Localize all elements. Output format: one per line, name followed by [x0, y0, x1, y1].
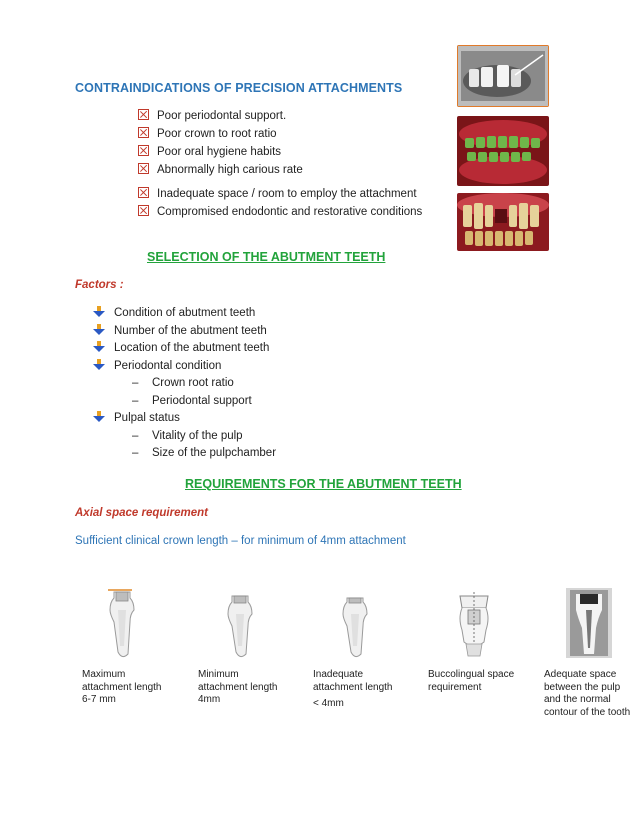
figure-caption-buccolingual: Buccolingual space requirement [428, 669, 515, 693]
factors-list [92, 307, 276, 465]
figure-caption-max: Maximum attachment length 6-7 mm [82, 669, 162, 705]
x-box-icon [138, 127, 149, 138]
arrow-down-icon [92, 324, 106, 336]
list-item: Compromised endodontic and restorative conditions [138, 206, 422, 224]
list-item: Poor periodontal support. [138, 110, 422, 128]
arrow-down-icon [92, 341, 106, 353]
tooth-figure-min [222, 590, 262, 660]
requirements-title: REQUIREMENTS FOR THE ABUTMENT TEETH [185, 477, 462, 491]
clinical-photo-caries [457, 193, 549, 251]
list-item: Pulpal status [92, 412, 276, 430]
arrow-down-icon [92, 306, 106, 318]
sub-list-item: – Crown root ratio [132, 377, 234, 389]
x-box-icon [138, 187, 149, 198]
figure-caption-inadequate: Inadequate attachment length < 4mm [313, 669, 393, 709]
sub-list-item: – Vitality of the pulp [132, 429, 243, 442]
list-item: Periodontal condition [92, 360, 276, 378]
tooth-figure-inadequate [337, 590, 377, 660]
x-box-icon [138, 145, 149, 156]
clinical-photo-attachment [457, 45, 549, 107]
list-item: Poor oral hygiene habits [138, 146, 422, 164]
sub-list-item: – Periodontal support [132, 394, 252, 407]
x-box-icon [138, 163, 149, 174]
x-box-icon [138, 205, 149, 216]
tooth-xray-figure [566, 588, 612, 658]
list-item: Abnormally high carious rate [138, 164, 422, 188]
sub-list-item: – Size of the pulpchamber [132, 447, 277, 459]
arrow-down-icon [92, 411, 106, 423]
tooth-figure-max [100, 588, 150, 660]
list-item: Poor crown to root ratio [138, 128, 422, 146]
clinical-photo-oral-hygiene [457, 116, 549, 186]
x-box-icon [138, 109, 149, 120]
factors-label: Factors : [75, 279, 124, 291]
axial-space-text: Sufficient clinical crown length – for minimum of 4mm attachment [75, 535, 406, 547]
axial-space-label: Axial space requirement [75, 507, 208, 519]
figure-caption-xray: Adequate space between the pulp and the normal contour of the tooth [544, 669, 631, 718]
contraindications-list [138, 110, 422, 224]
contraindications-title: CONTRAINDICATIONS OF PRECISION ATTACHMENTS [75, 81, 403, 95]
selection-title: SELECTION OF THE ABUTMENT TEETH [147, 250, 386, 264]
list-item: Number of the abutment teeth [92, 325, 276, 343]
list-item: Location of the abutment teeth [92, 342, 276, 360]
arrow-down-icon [92, 359, 106, 371]
list-item: Condition of abutment teeth [92, 307, 276, 325]
tooth-figure-buccolingual [452, 590, 496, 662]
figure-caption-min: Minimum attachment length 4mm [198, 669, 278, 705]
list-item: Inadequate space / room to employ the attachment [138, 188, 422, 206]
